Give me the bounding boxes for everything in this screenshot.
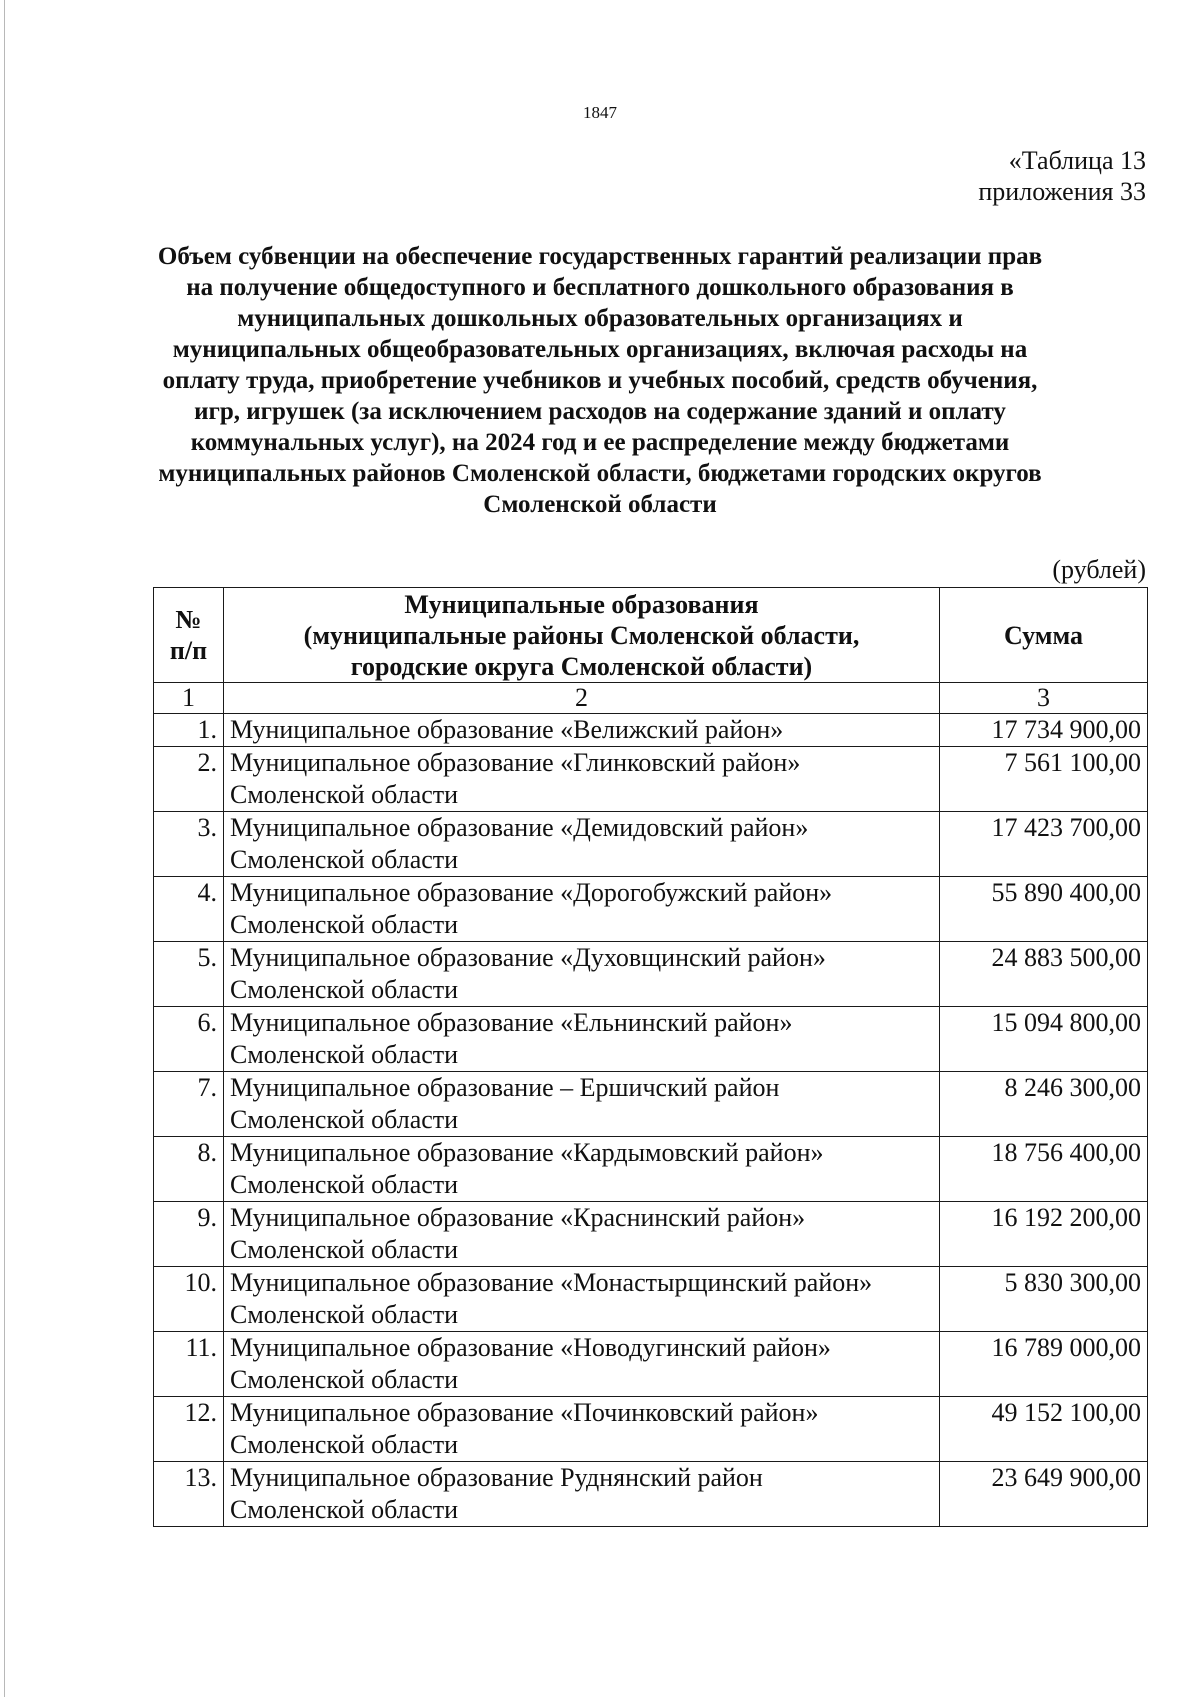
- column-number: 3: [940, 683, 1148, 714]
- row-amount: 24 883 500,00: [940, 942, 1148, 1007]
- header-municipality-line-3: городские округа Смоленской области): [350, 651, 813, 681]
- row-municipality: [224, 1397, 940, 1462]
- row-municipality-line-2: Смоленской области: [230, 1040, 459, 1069]
- table-row: [154, 1072, 1148, 1137]
- title-line: муниципальных дошкольных образовательных организациях и: [237, 305, 963, 332]
- table-row: [154, 1267, 1148, 1332]
- header-number-line-1: №: [175, 605, 202, 634]
- row-amount: 17 423 700,00: [940, 812, 1148, 877]
- row-municipality-line-1: Муниципальное образование «Починковский район»: [230, 1398, 819, 1427]
- row-municipality-line-2: Смоленской области: [230, 1430, 459, 1459]
- table-row: [154, 1462, 1148, 1527]
- row-amount: 7 561 100,00: [940, 747, 1148, 812]
- title-line: муниципальных общеобразовательных организациях, включая расходы на: [172, 336, 1028, 363]
- header-municipality: [224, 588, 940, 683]
- row-amount: 49 152 100,00: [940, 1397, 1148, 1462]
- row-amount: 16 192 200,00: [940, 1202, 1148, 1267]
- table-row: [154, 1137, 1148, 1202]
- row-municipality-line-1: Муниципальное образование «Дорогобужский район»: [230, 878, 833, 907]
- table-header-row: [154, 588, 1148, 683]
- document-title: [130, 241, 1070, 520]
- row-municipality: [224, 812, 940, 877]
- row-municipality: [224, 1007, 940, 1072]
- row-municipality-line-1: Муниципальное образование «Ельнинский район»: [230, 1008, 793, 1037]
- title-line: муниципальных районов Смоленской области, бюджетами городских округов: [158, 460, 1042, 487]
- table-row: [154, 1007, 1148, 1072]
- table-reference-line-2: приложения 33: [978, 177, 1146, 206]
- row-municipality: [224, 1202, 940, 1267]
- column-numbers-row: [154, 683, 1148, 714]
- row-number: 1.: [154, 714, 224, 747]
- row-municipality-line-1: Муниципальное образование «Кардымовский район»: [230, 1138, 824, 1167]
- page-number: 1847: [583, 103, 617, 122]
- column-number: 2: [224, 683, 940, 714]
- title-line: оплату труда, приобретение учебников и учебных пособий, средств обучения,: [162, 367, 1038, 394]
- row-number: 10.: [154, 1267, 224, 1332]
- title-line: Смоленской области: [483, 491, 717, 518]
- row-municipality-line-2: Смоленской области: [230, 1300, 459, 1329]
- table-row: [154, 1332, 1148, 1397]
- row-municipality-line-1: Муниципальное образование «Глинковский район»: [230, 748, 801, 777]
- title-line: игр, игрушек (за исключением расходов на содержание зданий и оплату: [194, 398, 1006, 425]
- row-municipality-line-2: Смоленской области: [230, 780, 459, 809]
- title-line: коммунальных услуг), на 2024 год и ее распределение между бюджетами: [190, 429, 1010, 456]
- row-number: 7.: [154, 1072, 224, 1137]
- header-number-line-2: п/п: [169, 636, 208, 665]
- row-amount: 23 649 900,00: [940, 1462, 1148, 1527]
- row-number: 3.: [154, 812, 224, 877]
- table-row: [154, 812, 1148, 877]
- table-row: [154, 714, 1148, 747]
- row-municipality-line-2: Смоленской области: [230, 845, 459, 874]
- row-number: 9.: [154, 1202, 224, 1267]
- row-municipality: [224, 714, 940, 747]
- row-municipality-line-1: Муниципальное образование «Демидовский район»: [230, 813, 809, 842]
- row-municipality: [224, 942, 940, 1007]
- row-amount: 15 094 800,00: [940, 1007, 1148, 1072]
- row-municipality-line-1: Муниципальное образование Руднянский район: [230, 1463, 763, 1492]
- row-municipality: [224, 1462, 940, 1527]
- title-line: на получение общедоступного и бесплатного дошкольного образования в: [186, 274, 1014, 301]
- row-municipality-line-2: Смоленской области: [230, 1495, 459, 1524]
- row-municipality-line-2: Смоленской области: [230, 1170, 459, 1199]
- row-municipality: [224, 1332, 940, 1397]
- row-municipality-line-2: Смоленской области: [230, 1365, 459, 1394]
- row-number: 12.: [154, 1397, 224, 1462]
- row-number: 11.: [154, 1332, 224, 1397]
- row-municipality-line-1: Муниципальное образование «Новодугинский район»: [230, 1333, 831, 1362]
- row-municipality-line-2: Смоленской области: [230, 1105, 459, 1134]
- header-amount: Сумма: [940, 588, 1148, 683]
- row-municipality-line-2: Смоленской области: [230, 975, 459, 1004]
- column-number: 1: [154, 683, 224, 714]
- row-municipality-line-2: Смоленской области: [230, 910, 459, 939]
- row-number: 5.: [154, 942, 224, 1007]
- scan-edge-line: [4, 0, 5, 1697]
- row-municipality: [224, 1072, 940, 1137]
- header-municipality-line-1: Муниципальные образования: [404, 589, 759, 619]
- row-municipality: [224, 1267, 940, 1332]
- row-amount: 55 890 400,00: [940, 877, 1148, 942]
- row-municipality-line-2: Смоленской области: [230, 1235, 459, 1264]
- row-amount: 17 734 900,00: [940, 714, 1148, 747]
- header-number: [154, 588, 224, 683]
- table-reference: [978, 145, 1146, 207]
- row-amount: 18 756 400,00: [940, 1137, 1148, 1202]
- row-municipality-line-1: Муниципальное образование – Ершичский район: [230, 1073, 780, 1102]
- row-municipality: [224, 747, 940, 812]
- row-amount: 5 830 300,00: [940, 1267, 1148, 1332]
- row-municipality-line-1: Муниципальное образование «Монастырщинский район»: [230, 1268, 873, 1297]
- row-amount: 16 789 000,00: [940, 1332, 1148, 1397]
- table-row: [154, 942, 1148, 1007]
- table-row: [154, 877, 1148, 942]
- row-number: 2.: [154, 747, 224, 812]
- header-municipality-line-2: (муниципальные районы Смоленской области,: [303, 620, 860, 650]
- row-municipality: [224, 877, 940, 942]
- row-municipality-line-1: Муниципальное образование «Духовщинский район»: [230, 943, 826, 972]
- row-number: 13.: [154, 1462, 224, 1527]
- row-municipality: [224, 1137, 940, 1202]
- units-label: (рублей): [1052, 555, 1146, 584]
- table-row: [154, 1202, 1148, 1267]
- row-municipality-line-1: Муниципальное образование «Краснинский район»: [230, 1203, 806, 1232]
- row-municipality-line-1: Муниципальное образование «Велижский район»: [230, 715, 784, 744]
- row-number: 6.: [154, 1007, 224, 1072]
- row-number: 8.: [154, 1137, 224, 1202]
- table-row: [154, 747, 1148, 812]
- title-line: Объем субвенции на обеспечение государственных гарантий реализации прав: [157, 243, 1043, 270]
- subsidy-table: [153, 587, 1148, 1527]
- row-number: 4.: [154, 877, 224, 942]
- table-reference-line-1: «Таблица 13: [1008, 146, 1146, 175]
- row-amount: 8 246 300,00: [940, 1072, 1148, 1137]
- table-row: [154, 1397, 1148, 1462]
